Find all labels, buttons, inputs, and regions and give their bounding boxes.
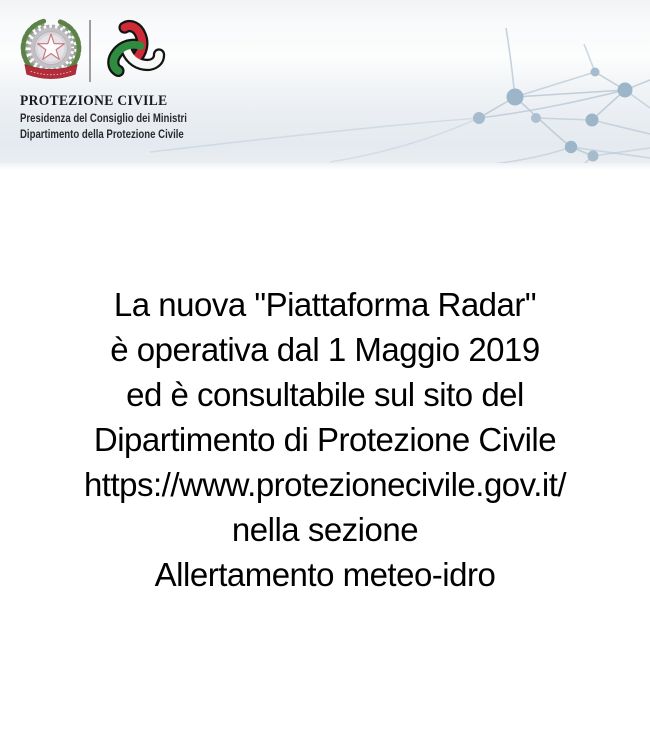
org-name: PROTEZIONE CIVILE xyxy=(20,93,168,109)
announcement-line-3: ed è consultabile sul sito del xyxy=(126,376,524,413)
org-subtitle-1: Presidenza del Consiglio dei Ministri xyxy=(20,111,187,125)
announcement-line-7: Allertamento meteo-idro xyxy=(154,556,496,593)
emblem-row xyxy=(20,13,229,89)
announcement-text xyxy=(0,170,650,597)
logo-separator xyxy=(89,20,91,82)
announcement-line-2: è operativa dal 1 Maggio 2019 xyxy=(110,331,540,368)
italian-republic-emblem-icon xyxy=(20,17,82,85)
org-subtitle-2: Dipartimento della Protezione Civile xyxy=(20,126,184,141)
site-header xyxy=(0,0,650,163)
website-url-link[interactable]: https://www.protezionecivile.gov.it/ xyxy=(83,466,567,503)
logo-block xyxy=(20,13,229,141)
header-bottom-fade xyxy=(0,163,650,170)
protezione-civile-tricolor-emblem-icon xyxy=(98,13,170,89)
announcement-line-4: Dipartimento di Protezione Civile xyxy=(93,421,557,458)
announcement-line-6: nella sezione xyxy=(231,511,419,548)
announcement-line-1: La nuova "Piattaforma Radar" xyxy=(113,286,537,323)
